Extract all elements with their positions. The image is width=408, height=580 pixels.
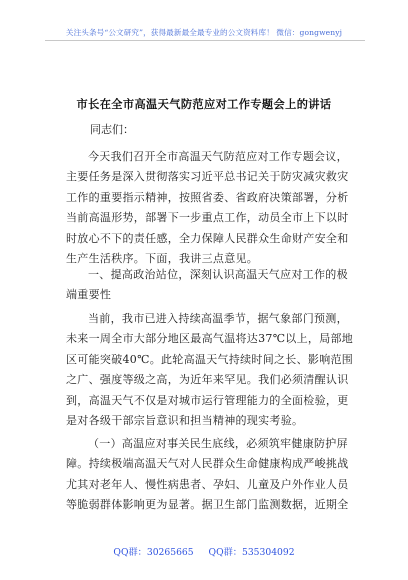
paragraph-line: 主要任务是深入贯彻落实习近平总书记关于防灾减灾救灾 [66,170,349,184]
salutation: 同志们： [90,123,134,136]
paragraph-line: 工作的重要指示精神，按照省委、省政府决策部署，分析 [66,190,349,204]
page-title: 市长在全市高温天气防范应对工作专题会上的讲话 [76,97,332,111]
paragraph-line: （一）高温应对事关民生底线，必须筑牢健康防护屏 [88,437,348,450]
paragraph-line: 当前高温形势，部署下一步重点工作，动员全市上下以时 [66,211,349,225]
paragraph-2 [66,309,354,431]
paragraph-1 [66,147,348,269]
paragraph-line: 区可能突破40℃。此轮高温天气持续时间之长、影响范围 [66,352,354,366]
heading-line: 端重要性 [66,288,112,302]
paragraph-line: 尤其对老年人、慢性病患者、孕妇、儿童及户外作业人员 [66,477,349,491]
paragraph-line: 是对各级干部宗旨意识和担当精神的现实考验。 [66,414,304,428]
qq-group-1: QQ群：30265665 [113,547,194,558]
paragraph-line: 到，高温天气不仅是对城市运行管理能力的全面检验，更 [66,393,349,407]
paragraph-line: 时放心不下的责任感，全力保障人民群众生命财产安全和 [66,231,349,245]
heading-line: 一、提高政治站位，深刻认识高温天气应对工作的极 [88,268,348,281]
paragraph-line: 障。持续极端高温天气对人民群众生命健康构成严峻挑战 [66,457,349,471]
paragraph-line: 之广、强度等级之高，为近年来罕见。我们必须清醒认识 [66,373,349,387]
footer-contact [0,544,408,558]
header-divider [45,40,365,41]
paragraph-3 [66,434,348,516]
paragraph-line: 未来一周全市大部分地区最高气温将达37℃以上，局部地 [66,332,354,346]
paragraph-line: 今天我们召开全市高温天气防范应对工作专题会议， [88,150,348,163]
qq-group-2: QQ群：535304092 [208,547,295,558]
section-heading-1 [66,265,348,306]
paragraph-line: 等脆弱群体影响更为显著。据卫生部门监测数据，近期全 [66,498,349,512]
promo-banner: 关注头条号“公文研究”，获得最新最全最专业的公文资料库！ 微信：gongwenyj [65,28,343,37]
paragraph-line: 生产生活秩序。下面，我讲三点意见。 [66,252,259,266]
paragraph-line: 当前，我市已进入持续高温季节，据气象部门预测， [88,312,348,325]
